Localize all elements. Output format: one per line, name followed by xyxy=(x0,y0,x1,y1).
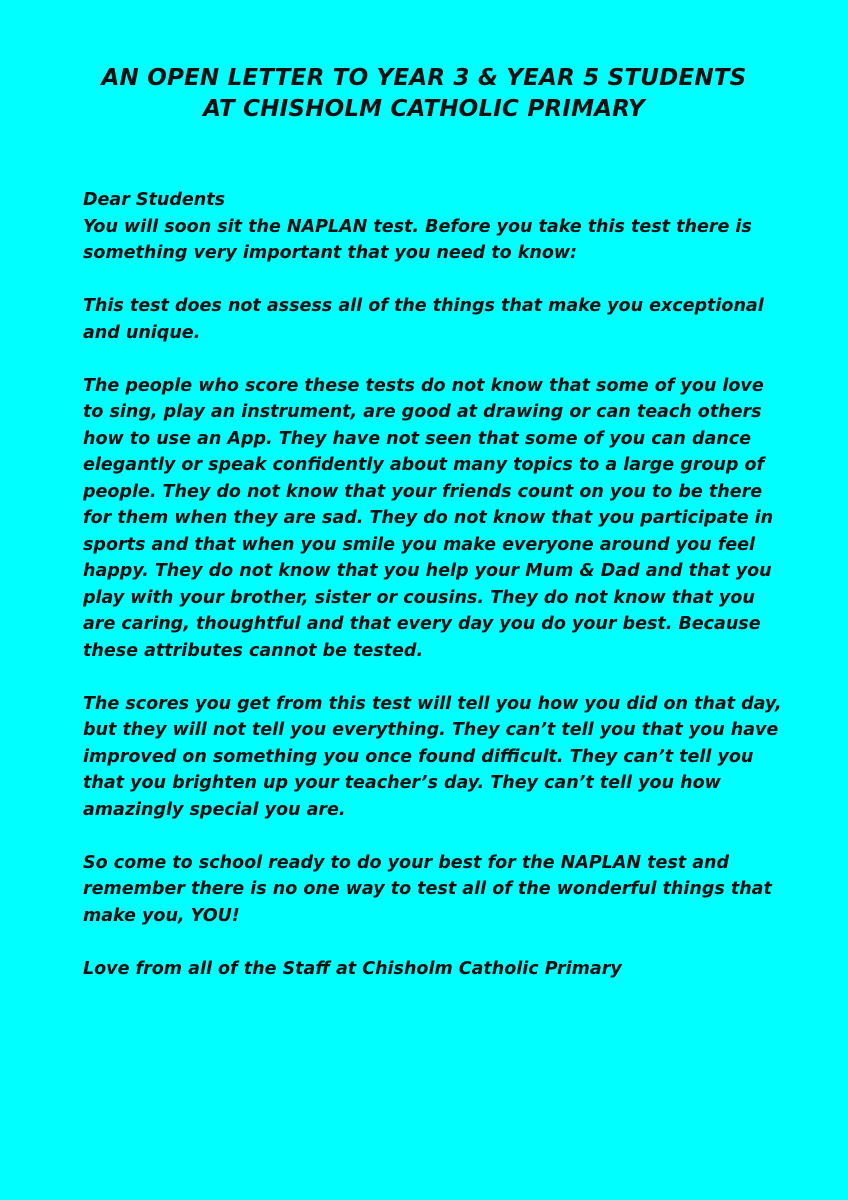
paragraph-intro: You will soon sit the NAPLAN test. Before you take this test there is something very important that you need to know: xyxy=(83,216,752,263)
letter-body xyxy=(83,187,783,982)
greeting: Dear Students xyxy=(83,190,225,210)
letter-title xyxy=(40,63,808,125)
paragraph-qualities: The people who score these tests do not know that some of you love to sing, play an instrument, are good at drawing or can teach others how to use an App. They have not seen that some of you can dance elegantly or speak confidently about many topics to a large group of people. They do not know that your friends count on you to be there for them when they are sad. They do not know that you participate in sports and that when you smile you make everyone around you feel happy. They do not know that you help your Mum & Dad and that you play with your brother, sister or cousins. They do not know that you are caring, thoughtful and that every day you do your best. Because these attributes cannot be tested. xyxy=(83,375,774,661)
title-line-1: AN OPEN LETTER TO YEAR 3 & YEAR 5 STUDENTS xyxy=(101,65,747,91)
title-line-2: AT CHISHOLM CATHOLIC PRIMARY xyxy=(203,96,645,122)
paragraph-scores: The scores you get from this test will tell you how you did on that day, but they will not tell you everything. They can’t tell you that you have improved on something you once found difficult. They can’t tell you that you brighten up your teacher’s day. They can’t tell you how amazingly special you are. xyxy=(83,693,782,820)
signoff: Love from all of the Staff at Chisholm Catholic Primary xyxy=(83,958,622,979)
paragraph-encouragement: So come to school ready to do your best for the NAPLAN test and remember there is no one way to test all of the wonderful things that make you, YOU! xyxy=(83,852,772,926)
paragraph-assessment: This test does not assess all of the things that make you exceptional and unique. xyxy=(83,296,764,343)
